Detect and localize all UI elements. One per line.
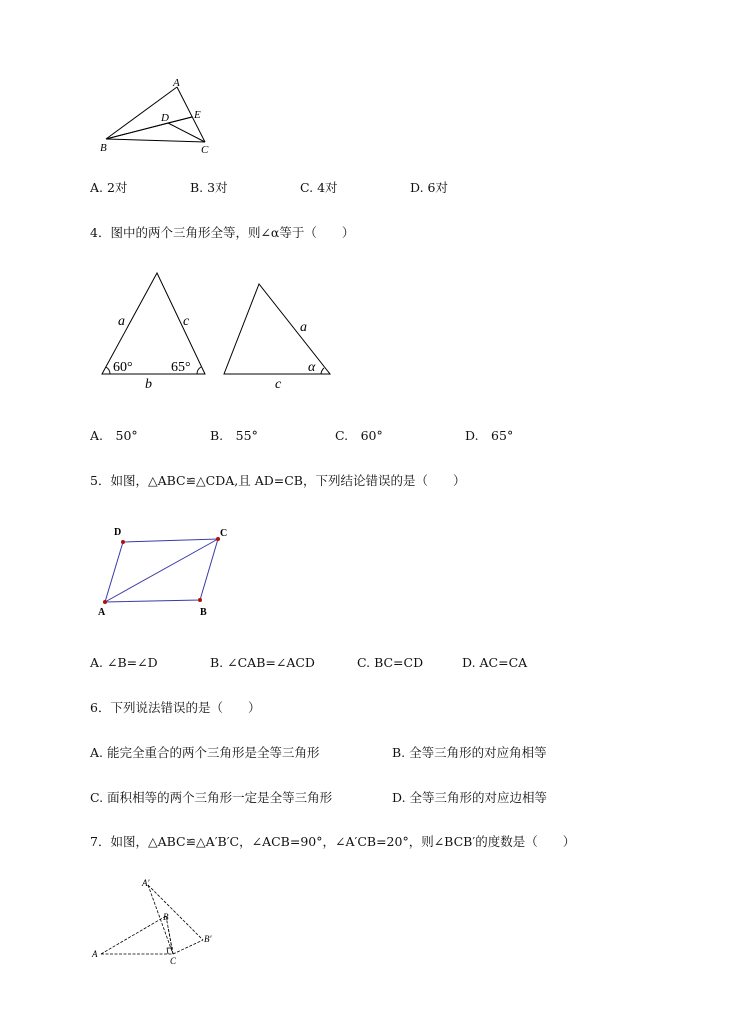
q5-parallelogram-figure (92, 520, 242, 625)
q3-label-C: C (201, 144, 209, 156)
q5-option-c[interactable]: C. BC=CD (357, 655, 424, 670)
q5-option-d[interactable]: D. AC=CA (462, 655, 528, 670)
q7-label-B: B (163, 912, 169, 922)
q3-label-E: E (194, 109, 201, 121)
q4-left-angle-60: 60° (113, 360, 133, 375)
q4-right-side-a: a (300, 320, 307, 335)
q3-label-B: B (100, 142, 107, 154)
q4-left-angle-65: 65° (171, 360, 191, 375)
q5-label-D: D (114, 527, 122, 538)
q5-stem: 5．如图，△ABC≌△CDA,且 AD=CB，下列结论错误的是（ ） (90, 473, 466, 488)
q3-line-DE (168, 117, 192, 123)
q5-label-B: B (200, 607, 207, 618)
q3-line-DC (168, 123, 205, 142)
q3-label-A: A (173, 77, 180, 89)
q6-stem: 6．下列说法错误的是（ ） (90, 700, 261, 715)
q3-option-b[interactable]: B. 3对 (190, 180, 228, 195)
q6-option-d[interactable]: D. 全等三角形的对应边相等 (392, 790, 548, 805)
q7-label-B-prime: B′ (204, 934, 212, 944)
q4-right-angle-alpha: α (308, 360, 316, 375)
q5-option-b[interactable]: B. ∠CAB=∠ACD (210, 655, 315, 670)
q7-label-A: A (92, 949, 98, 959)
q7-stem: 7．如图，△ABC≌△A′B′C，∠ACB=90°，∠A′CB=20°，则∠BCB′的度数是（ ） (90, 834, 576, 849)
q4-right-side-c: c (275, 377, 282, 392)
q5-option-a[interactable]: A. ∠B=∠D (90, 655, 158, 670)
q4-left-side-a: a (118, 314, 125, 329)
q3-option-a[interactable]: A. 2对 (90, 180, 128, 195)
q3-label-D: D (161, 112, 169, 124)
q4-left-side-c: c (183, 314, 190, 329)
q4-left-triangle (95, 265, 215, 395)
q4-option-d[interactable]: D. 65° (465, 428, 514, 443)
q3-line-BC (106, 139, 205, 142)
q3-line-AC (177, 87, 205, 142)
q3-line-BD (106, 123, 168, 139)
q4-left-side-b: b (145, 377, 152, 392)
q4-right-triangle (220, 275, 340, 395)
q7-label-A-prime: A′ (142, 878, 150, 888)
q6-option-a[interactable]: A. 能完全重合的两个三角形是全等三角形 (90, 745, 320, 760)
q4-stem: 4．图中的两个三角形全等，则∠α等于（ ） (90, 225, 355, 240)
q6-option-b[interactable]: B. 全等三角形的对应角相等 (392, 745, 547, 760)
q4-option-c[interactable]: C. 60° (335, 428, 383, 443)
q3-option-d[interactable]: D. 6对 (410, 180, 448, 195)
q3-option-c[interactable]: C. 4对 (300, 180, 338, 195)
q3-triangle-figure (95, 75, 225, 160)
q4-option-b[interactable]: B. 55° (210, 428, 258, 443)
q5-label-C: C (220, 528, 228, 539)
q7-label-C: C (170, 956, 177, 966)
q4-option-a[interactable]: A. 50° (90, 428, 138, 443)
q7-rotated-triangle-figure (88, 872, 223, 967)
q5-label-A: A (98, 607, 106, 618)
q6-option-c[interactable]: C. 面积相等的两个三角形一定是全等三角形 (90, 790, 333, 805)
